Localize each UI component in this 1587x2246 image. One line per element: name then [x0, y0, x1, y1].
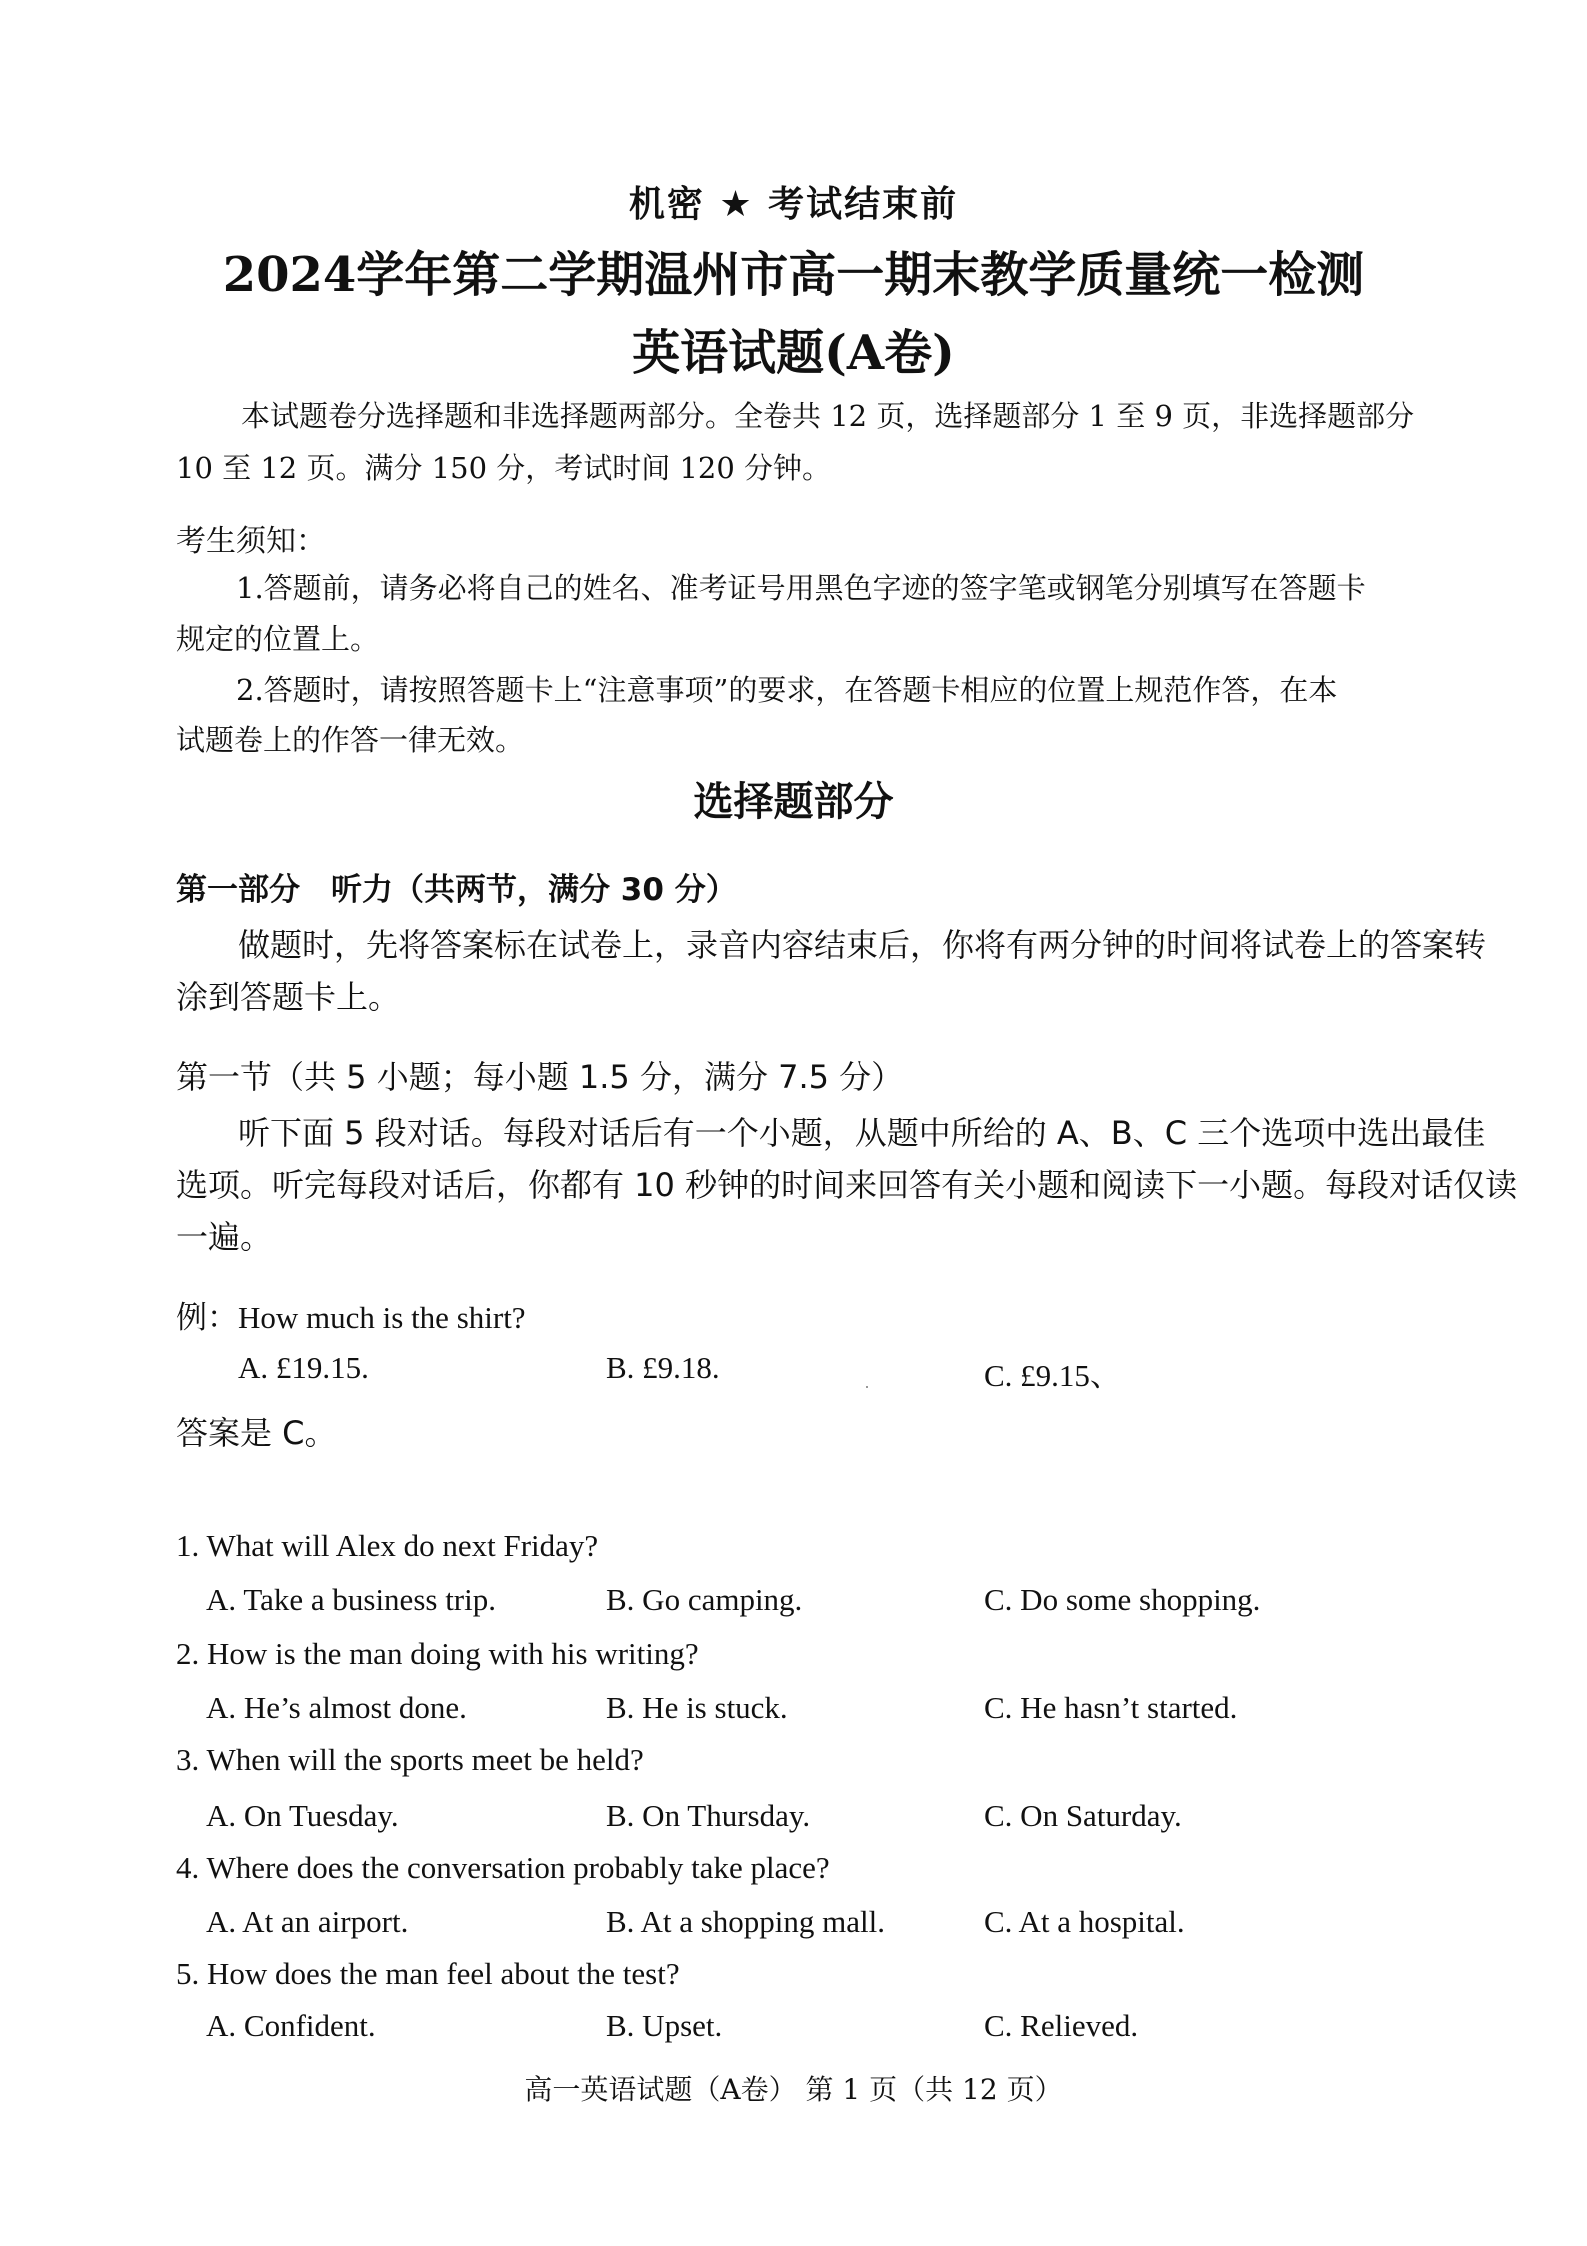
question-1-option-b: B. Go camping.	[606, 1582, 803, 1617]
notice-heading: 考生须知：	[176, 524, 326, 559]
question-5-option-b: B. Upset.	[606, 2008, 723, 2043]
question-4-option-a: A. At an airport.	[206, 1904, 409, 1939]
part1-instruction-line-1: 做题时，先将答案标在试卷上，录音内容结束后，你将有两分钟的时间将试卷上的答案转	[238, 926, 1487, 964]
part1-heading: 第一部分 听力（共两节，满分 30 分）	[176, 872, 737, 908]
section1-line-2: 选项。听完每段对话后，你都有 10 秒钟的时间来回答有关小题和阅读下一小题。每段对话仅读	[176, 1166, 1518, 1204]
question-3-option-a: A. On Tuesday.	[206, 1798, 399, 1833]
scan-speck	[866, 1386, 868, 1388]
section1-heading: 第一节（共 5 小题；每小题 1.5 分，满分 7.5 分）	[176, 1058, 904, 1096]
question-5-option-a: A. Confident.	[206, 2008, 376, 2043]
section-title: 选择题部分	[693, 778, 894, 825]
question-4-option-c: C. At a hospital.	[984, 1904, 1185, 1939]
confidential-label: 机密 ★ 考试结束前	[628, 184, 959, 225]
exam-subtitle: 英语试题(A卷)	[632, 325, 955, 381]
section1-line-1: 听下面 5 段对话。每段对话后有一个小题，从题中所给的 A、B、C 三个选项中选出最佳	[238, 1114, 1486, 1152]
question-2-option-b: B. He is stuck.	[606, 1690, 788, 1725]
question-1: 1. What will Alex do next Friday?	[176, 1528, 599, 1563]
question-3-option-c: C. On Saturday.	[984, 1798, 1182, 1833]
notice-item-2-line-1: 2.答题时，请按照答题卡上“注意事项”的要求，在答题卡相应的位置上规范作答，在本	[236, 673, 1338, 707]
example-answer: 答案是 C。	[176, 1414, 337, 1452]
intro-line-1: 本试题卷分选择题和非选择题两部分。全卷共 12 页，选择题部分 1 至 9 页，非选择题部分	[241, 399, 1415, 433]
question-3: 3. When will the sports meet be held?	[176, 1742, 644, 1777]
part1-instruction-line-2: 涂到答题卡上。	[176, 978, 401, 1016]
question-3-option-b: B. On Thursday.	[606, 1798, 811, 1833]
question-2-option-c: C. He hasn’t started.	[984, 1690, 1238, 1725]
example-question: 例：How much is the shirt?	[176, 1300, 526, 1335]
notice-item-1-line-1: 1.答题前，请务必将自己的姓名、准考证号用黑色字迹的签字笔或钢笔分别填写在答题卡	[236, 571, 1366, 605]
intro-line-2: 10 至 12 页。满分 150 分，考试时间 120 分钟。	[176, 451, 832, 485]
notice-item-2-line-2: 试题卷上的作答一律无效。	[176, 723, 525, 757]
question-1-option-c: C. Do some shopping.	[984, 1582, 1261, 1617]
exam-title: 2024学年第二学期温州市高一期末教学质量统一检测	[222, 247, 1365, 303]
example-option-c: C. £9.15、	[984, 1358, 1121, 1393]
section1-line-3: 一遍。	[176, 1218, 273, 1256]
question-4-option-b: B. At a shopping mall.	[606, 1904, 885, 1939]
question-2: 2. How is the man doing with his writing?	[176, 1636, 699, 1671]
example-option-b: B. £9.18.	[606, 1350, 720, 1385]
example-option-a: A. £19.15.	[238, 1350, 369, 1385]
notice-item-1-line-2: 规定的位置上。	[176, 622, 380, 656]
question-4: 4. Where does the conversation probably take place?	[176, 1850, 830, 1885]
question-2-option-a: A. He’s almost done.	[206, 1690, 467, 1725]
question-1-option-a: A. Take a business trip.	[206, 1582, 496, 1617]
question-5-option-c: C. Relieved.	[984, 2008, 1139, 2043]
question-5: 5. How does the man feel about the test?	[176, 1956, 680, 1991]
page-footer: 高一英语试题（A卷） 第 1 页（共 12 页）	[524, 2073, 1063, 2106]
